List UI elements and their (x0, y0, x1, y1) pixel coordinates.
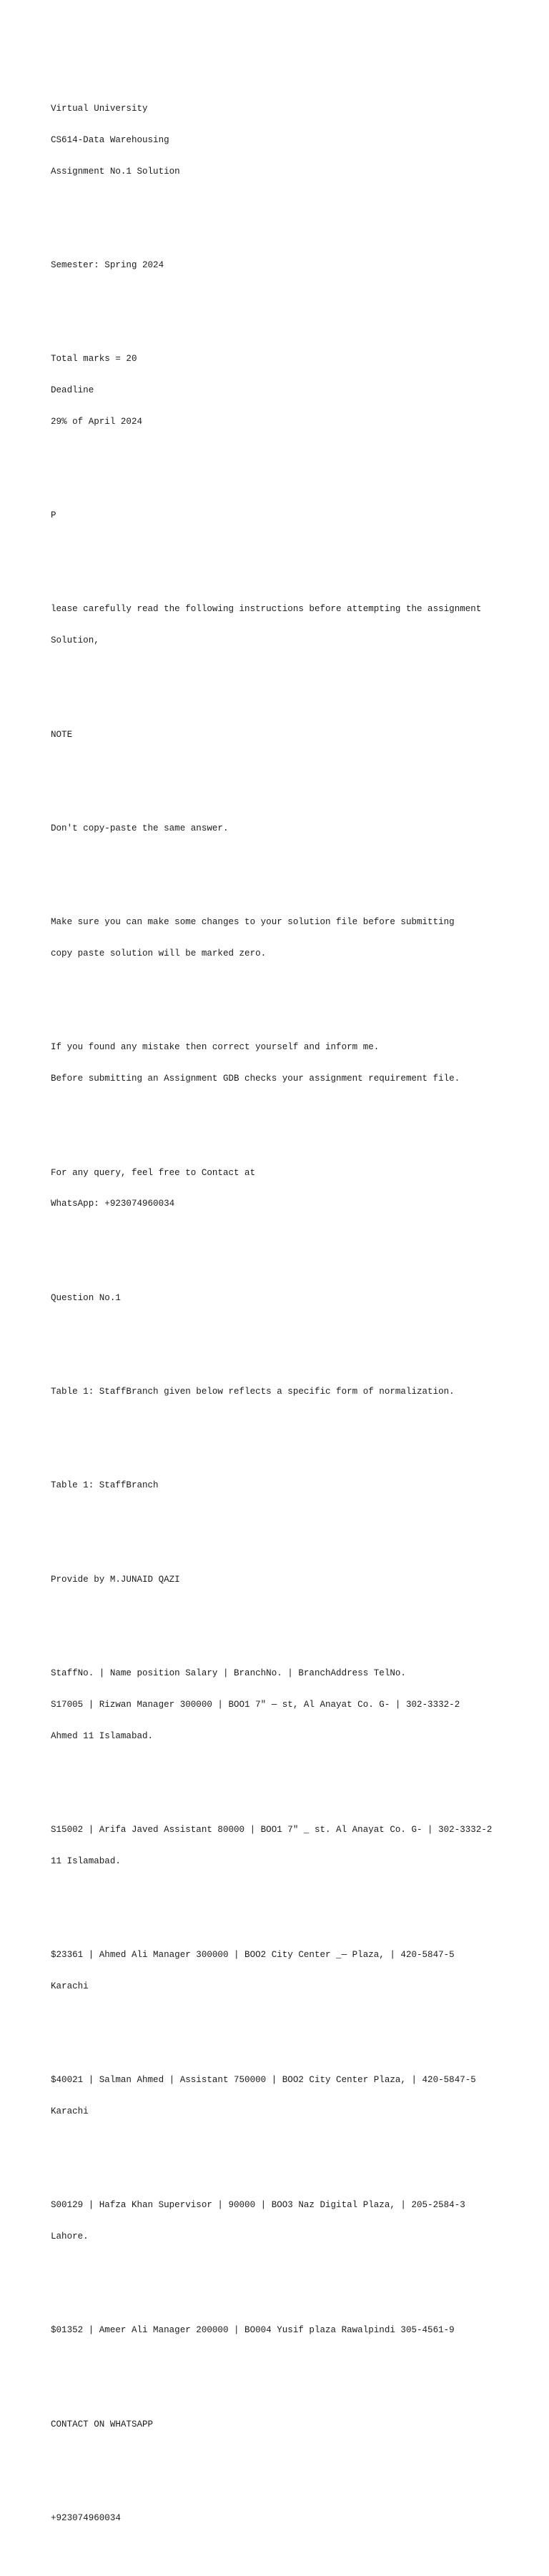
changes-note-line-1: Make sure you can make some changes to your solution file before submitting (51, 917, 455, 928)
provided-by-block (51, 1554, 523, 1606)
question-title-block (51, 1272, 523, 1324)
deadline-label: Deadline (51, 385, 94, 395)
mistake-block (51, 1021, 523, 1105)
provided-by: Provide by M.JUNAID QAZI (51, 1574, 180, 1585)
table-row-block (51, 2179, 523, 2263)
marks-block (51, 333, 523, 448)
header-block (51, 83, 523, 198)
table-row-block (51, 2304, 523, 2357)
footer-contact-block (51, 2399, 523, 2451)
question-description-block (51, 1366, 523, 1418)
mistake-note-line-2: Before submitting an Assignment GDB checks your assignment requirement file. (51, 1074, 460, 1084)
table-row-block (51, 1804, 523, 1888)
table-caption: Table 1: StaffBranch (51, 1480, 159, 1491)
table-row: $01352 | Ameer Ali Manager 200000 | BO004 Yusif plaza Rawalpindi 305-4561-9 (51, 2325, 455, 2336)
university-name: Virtual University (51, 103, 148, 114)
contact-whatsapp: WhatsApp: +923074960034 (51, 1199, 175, 1209)
changes-block (51, 896, 523, 980)
no-copy-note: Don't copy-paste the same answer. (51, 823, 229, 833)
question-description: Table 1: StaffBranch given below reflects a specific form of normalization. (51, 1387, 455, 1397)
question-title: Question No.1 (51, 1292, 121, 1303)
footer-phone: +923074960034 (51, 2513, 121, 2524)
total-marks: Total marks = 20 (51, 354, 137, 365)
table-row: S17005 | Rizwan Manager 300000 | BOO1 7" — st, Al Anayat Co. G- | 302-3332-2 (51, 1699, 460, 1710)
table-row: S15002 | Arifa Javed Assistant 80000 | BOO1 7" _ st. Al Anayat Co. G- | 302-3332-2 (51, 1824, 493, 1835)
table-row-continuation: Ahmed 11 Islamabad. (51, 1730, 154, 1741)
note-label: NOTE (51, 729, 73, 740)
table-row-continuation: Karachi (51, 1981, 89, 1991)
document-page (51, 51, 523, 2576)
contact-query: For any query, feel free to Contact at (51, 1167, 256, 1178)
dropcap-letter: P (51, 510, 56, 521)
table-caption-block (51, 1460, 523, 1512)
mistake-note-line-1: If you found any mistake then correct yourself and inform me. (51, 1042, 380, 1053)
table-first-block (51, 1648, 523, 1763)
instructions-block (51, 583, 523, 667)
instructions-line-1: lease carefully read the following instructions before attempting the assignment (51, 604, 482, 615)
table-row-block (51, 1929, 523, 2013)
table-row: S00129 | Hafza Khan Supervisor | 90000 | BOO3 Naz Digital Plaza, | 205-2584-3 (51, 2200, 465, 2211)
no-copy-block (51, 803, 523, 855)
instructions-line-2: Solution, (51, 635, 99, 646)
semester-block (51, 239, 523, 292)
table-row-continuation: Lahore. (51, 2231, 89, 2242)
table-row-continuation: Karachi (51, 2106, 89, 2116)
footer-phone-block (51, 2492, 523, 2545)
footer-contact-label: CONTACT ON WHATSAPP (51, 2419, 154, 2429)
table-row-block (51, 2054, 523, 2138)
contact-block (51, 1146, 523, 1230)
semester: Semester: Spring 2024 (51, 259, 164, 270)
table-row: $40021 | Salman Ahmed | Assistant 750000 | BOO2 City Center Plaza, | 420-5847-5 (51, 2075, 476, 2086)
table-row: $23361 | Ahmed Ali Manager 300000 | BOO2 City Center _— Plaza, | 420-5847-5 (51, 1950, 455, 1961)
deadline-value: 29% of April 2024 (51, 416, 142, 427)
changes-note-line-2: copy paste solution will be marked zero. (51, 948, 267, 959)
dropcap-block (51, 490, 523, 542)
table-row-continuation: 11 Islamabad. (51, 1856, 121, 1866)
assignment-title: Assignment No.1 Solution (51, 166, 180, 177)
note-label-block (51, 708, 523, 761)
course-name: CS614-Data Warehousing (51, 134, 169, 145)
table-header: StaffNo. | Name position Salary | BranchNo. | BranchAddress TelNo. (51, 1668, 406, 1679)
